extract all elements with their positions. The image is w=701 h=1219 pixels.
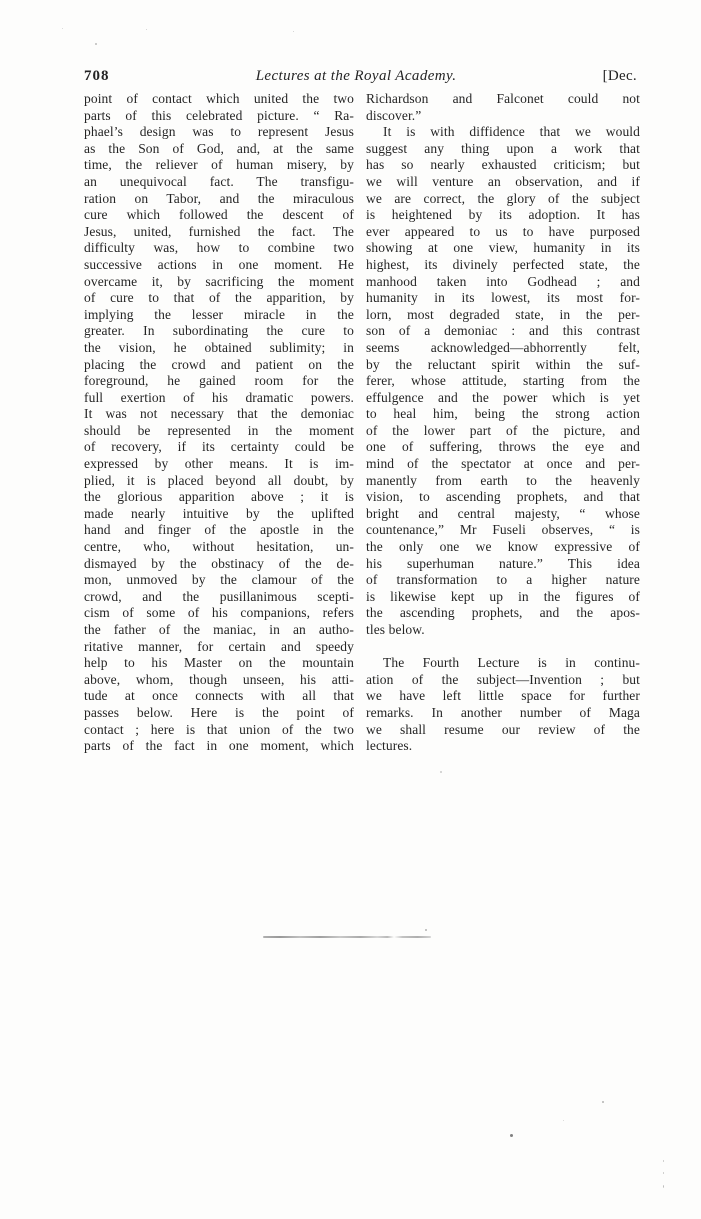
scan-speck bbox=[146, 29, 147, 30]
text-line: effulgence and the power which is yet bbox=[366, 389, 640, 405]
text-line: to heal him, being the strong action bbox=[366, 406, 640, 422]
text-line: seems acknowledged—abhorrently felt, bbox=[366, 339, 640, 355]
text-line: difficulty was, how to combine two bbox=[84, 240, 354, 256]
text-line: we shall resume our review of the bbox=[366, 721, 640, 737]
text-line: time, the reliever of human misery, by bbox=[84, 157, 354, 173]
text-line: foreground, he gained room for the bbox=[84, 373, 354, 389]
text-line: is likewise kept up in the figures of bbox=[366, 588, 640, 604]
text-line: highest, its divinely perfected state, the bbox=[366, 256, 640, 272]
text-line: expressed by other means. It is im- bbox=[84, 456, 354, 472]
text-line: hand and finger of the apostle in the bbox=[84, 522, 354, 538]
text-line: crowd, and the pusillanimous scepti- bbox=[84, 588, 354, 604]
scan-speck bbox=[95, 43, 97, 45]
text-line: tles below. bbox=[366, 622, 425, 637]
text-line: ation of the subject—Invention ; but bbox=[366, 671, 640, 687]
text-line: has so nearly exhausted criticism; but bbox=[366, 157, 640, 173]
text-line: greater. In subordinating the cure to bbox=[84, 323, 354, 339]
text-line: we are correct, the glory of the subject bbox=[366, 190, 640, 206]
left-text-column bbox=[84, 91, 354, 755]
text-line: the vision, he obtained sublimity; in bbox=[84, 339, 354, 355]
text-line: countenance,” Mr Fuseli observes, “ is bbox=[366, 522, 640, 538]
text-line: the ascending prophets, and the apos- bbox=[366, 605, 640, 621]
text-line: of recovery, if its certainty could be bbox=[84, 439, 354, 455]
scan-speck bbox=[293, 31, 294, 32]
text-line: made nearly intuitive by the uplifted bbox=[84, 505, 354, 521]
text-line: should be represented in the moment bbox=[84, 422, 354, 438]
text-line: phael’s design was to represent Jesus bbox=[84, 124, 354, 140]
text-line: by the reluctant spirit within the suf- bbox=[366, 356, 640, 372]
text-line: we will venture an observation, and if bbox=[366, 173, 640, 189]
text-line: manhood taken into Godhead ; and bbox=[366, 273, 640, 289]
text-line: dismayed by the obstinacy of the de- bbox=[84, 555, 354, 571]
text-line: contact ; here is that union of the two bbox=[84, 721, 354, 737]
text-line: parts of this celebrated picture. “ Ra- bbox=[84, 107, 354, 123]
text-line: the father of the maniac, in an autho- bbox=[84, 622, 354, 637]
text-line: we have left little space for further bbox=[366, 688, 640, 704]
text-line: placing the crowd and patient on the bbox=[84, 356, 354, 372]
text-line: lectures. bbox=[366, 738, 413, 754]
text-line: cism of some of his companions, refers bbox=[84, 605, 354, 621]
text-line: ration on Tabor, and the miraculous bbox=[84, 190, 354, 206]
text-line: It is with diffidence that we would bbox=[383, 124, 640, 140]
text-line: plied, it is placed beyond all doubt, by bbox=[84, 472, 354, 488]
text-line: an unequivocal fact. The transfigu- bbox=[84, 173, 354, 189]
text-line: mon, unmoved by the clamour of the bbox=[84, 572, 354, 588]
text-line: overcame it, by sacrificing the moment bbox=[84, 273, 354, 289]
text-line: implying the lesser miracle in the bbox=[84, 306, 354, 322]
text-line: help to his Master on the mountain bbox=[84, 655, 354, 671]
text-line: centre, who, without hesitation, un- bbox=[84, 539, 354, 555]
issue-date: [Dec. bbox=[602, 68, 637, 84]
text-line: successive actions in one moment. He bbox=[84, 256, 354, 272]
text-line: ritative manner, for certain and speedy bbox=[84, 638, 354, 654]
blank-line bbox=[366, 639, 640, 656]
text-line: son of a demoniac : and this contrast bbox=[366, 323, 640, 339]
text-line: his superhuman nature.” This idea bbox=[366, 555, 640, 571]
scan-speck bbox=[663, 1172, 664, 1174]
scan-speck bbox=[62, 28, 63, 29]
right-text-column bbox=[366, 91, 640, 755]
text-line: mind of the spectator at once and per- bbox=[366, 456, 640, 472]
text-line: is heightened by its adoption. It has bbox=[366, 207, 640, 223]
text-line: of cure to that of the apparition, by bbox=[84, 290, 354, 306]
text-line: tude at once connects with all that bbox=[84, 688, 354, 704]
text-line: ever appeared to us to have purposed bbox=[366, 223, 640, 239]
text-line: point of contact which united the two bbox=[84, 91, 354, 106]
text-line: full exertion of his dramatic powers. bbox=[84, 389, 354, 405]
scan-speck bbox=[425, 929, 427, 931]
text-line: lorn, most degraded state, in the per- bbox=[366, 306, 640, 322]
text-line: of the lower part of the picture, and bbox=[366, 422, 640, 438]
text-line: Richardson and Falconet could not bbox=[366, 91, 640, 106]
text-line: the only one we know expressive of bbox=[366, 539, 640, 555]
text-line: The Fourth Lecture is in continu- bbox=[383, 655, 640, 671]
text-line: humanity in its lowest, its most for- bbox=[366, 290, 640, 306]
text-line: cure which followed the descent of bbox=[84, 207, 354, 223]
text-line: showing at one view, humanity in its bbox=[366, 240, 640, 256]
text-line: manently from earth to the heavenly bbox=[366, 472, 640, 488]
text-line: vision, to ascending prophets, and that bbox=[366, 489, 640, 505]
text-line: bright and central majesty, “ whose bbox=[366, 505, 640, 521]
text-line: one of suffering, throws the eye and bbox=[366, 439, 640, 455]
scan-speck bbox=[510, 1134, 513, 1137]
scan-speck bbox=[440, 771, 442, 773]
text-line: suggest any thing upon a work that bbox=[366, 140, 640, 156]
page-number: 708 bbox=[84, 68, 110, 84]
text-line: the glorious apparition above ; it is bbox=[84, 489, 354, 505]
scan-speck bbox=[663, 1160, 664, 1162]
text-line: ferer, whose attitude, starting from the bbox=[366, 373, 640, 389]
scan-speck bbox=[563, 1120, 564, 1121]
text-line: It was not necessary that the demoniac bbox=[84, 406, 354, 422]
text-line: as the Son of God, and, at the same bbox=[84, 140, 354, 156]
scan-speck bbox=[602, 1101, 604, 1103]
scan-speck bbox=[663, 1185, 664, 1188]
text-line: passes below. Here is the point of bbox=[84, 704, 354, 720]
text-line: discover.” bbox=[366, 107, 422, 123]
text-line: above, whom, though unseen, his atti- bbox=[84, 671, 354, 687]
text-line: Jesus, united, furnished the fact. The bbox=[84, 223, 354, 239]
text-line: parts of the fact in one moment, which bbox=[84, 738, 354, 754]
running-head bbox=[84, 68, 637, 88]
text-line: remarks. In another number of Maga bbox=[366, 704, 640, 720]
section-divider-rule bbox=[263, 936, 431, 938]
running-title: Lectures at the Royal Academy. bbox=[255, 68, 457, 84]
text-line: of transformation to a higher nature bbox=[366, 572, 640, 588]
